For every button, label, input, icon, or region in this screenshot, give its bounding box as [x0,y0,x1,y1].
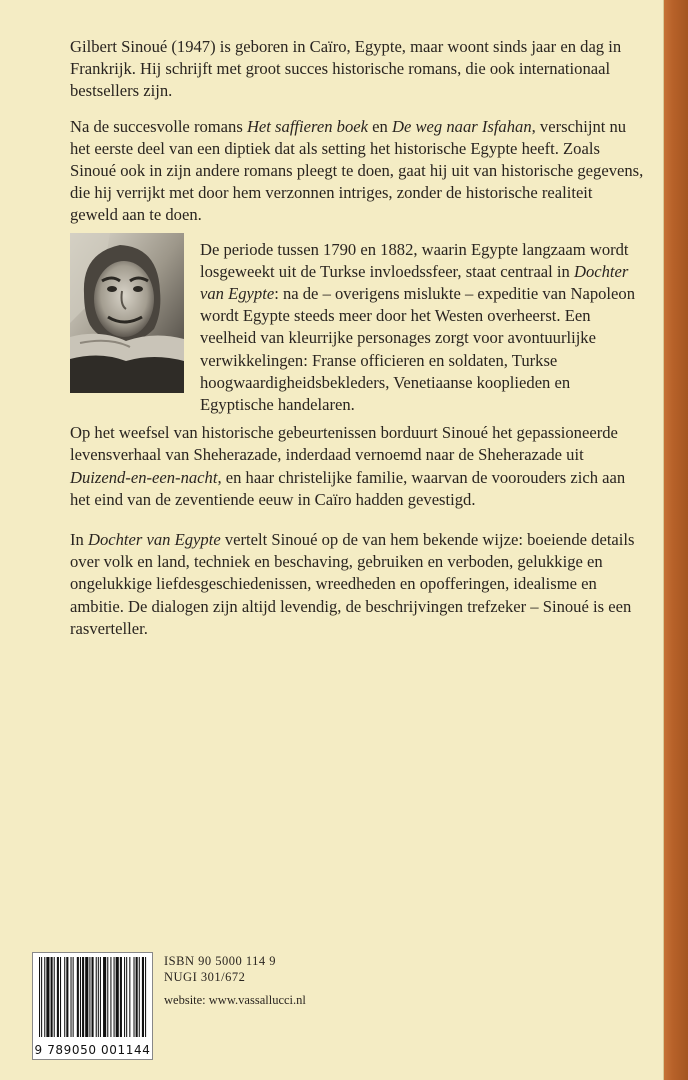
barcode-bar [124,957,125,1037]
barcode-bar [64,957,65,1037]
barcode-bar [139,957,140,1037]
website-line[interactable]: website: www.vassallucci.nl [164,993,306,1007]
author-photo [70,233,184,393]
barcode-bar [116,957,119,1037]
barcode-bar [71,957,72,1037]
barcode-bar [51,957,53,1037]
author-bio-paragraph: Gilbert Sinoué (1947) is geboren in Caïro, Egypte, maar woont sinds jaar en dag in Frankrijk. Hij schrijft met groot succes historische romans, die ook internationaal bestsellers zijn. [70,37,622,101]
barcode-bar [89,957,90,1037]
barcode-bars [33,953,152,1041]
isbn-line: ISBN 90 5000 114 9 [164,954,277,968]
barcode-bar [66,957,68,1037]
story-paragraph: Op het weefsel van historische gebeurtenissen borduurt Sinoué het gepassioneerde levensverhaal van Sheherazade, inderdaad vernoemd naar de Sheherazade uit Duizend-en-een-nacht, en haar christelijke familie, waarvan de voorouders zich aan het eind van de zeventiende eeuw in Caïro hadden gevestigd. [70,423,626,509]
barcode-bar [145,957,146,1037]
barcode-bar [136,957,138,1037]
spine-edge [662,0,688,1080]
barcode-bar [77,957,79,1037]
isbn-info [164,953,276,985]
barcode-bar [134,957,135,1037]
barcode-bar [110,957,111,1037]
barcode-bar [41,957,42,1037]
barcode-number: 9 789050 001144 [34,1043,151,1057]
title-duizend-en-een-nacht: Duizend-en-een-nacht [70,467,218,487]
blurb-text [70,36,644,640]
title-dochter-van-egypte: Dochter van Egypte [200,261,629,304]
barcode-bar [98,957,99,1037]
title-het-saffieren-boek: Het saffieren boek [246,116,368,136]
barcode-bar [142,957,144,1037]
barcode-bar [85,957,88,1037]
barcode-bar [39,957,40,1037]
barcode-bar [44,957,45,1037]
barcode-bar [126,957,127,1037]
barcode-bar [103,957,106,1037]
barcode-bar [92,957,94,1037]
barcode-bar [129,957,130,1037]
title-de-weg-naar-isfahan: De weg naar Isfahan [391,116,532,136]
barcode-bar [114,957,115,1037]
barcode-bar [96,957,97,1037]
barcode-bar [82,957,84,1037]
barcode-bar [46,957,49,1037]
barcode-bar [73,957,74,1037]
nugi-line: NUGI 301/672 [164,970,246,984]
barcode [32,952,153,1060]
closing-paragraph: In Dochter van Egypte vertelt Sinoué op de van hem bekende wijze: boeiende details over volk en land, techniek en beschaving, gebruiken en verboden, gelukkige en ongelukkige liefdesgeschiedenissen, wreedheden en opofferingen, idealisme en ambitie. De dialogen zijn altijd levendig, de beschrijvingen trefzeker – Sinoué is een rasverteller. [70,530,635,638]
barcode-bar [54,957,55,1037]
barcode-bar [120,957,122,1037]
barcode-bar [100,957,101,1037]
barcode-bar [57,957,59,1037]
barcode-bar [60,957,61,1037]
intro-paragraph: Na de succesvolle romans Het saffieren boek en De weg naar Isfahan, verschijnt nu het eerste deel van een diptiek dat als setting het historische Egypte heeft. Zoals Sinoué ook in zijn andere romans pleegt te doen, gaat hij uit van historische gegevens, die hij verrijkt met door hem verzonnen intriges, zonder de historische realiteit geweld aan te doen. [70,116,644,225]
barcode-bar [107,957,108,1037]
barcode-bar [80,957,81,1037]
title-dochter-van-egypte-2: Dochter van Egypte [87,530,221,550]
period-paragraph: De periode tussen 1790 en 1882, waarin Egypte langzaam wordt losgeweekt uit de Turkse invloedssfeer, staat centraal in Dochter van Egypte: na de – overigens mislukte – expeditie van Napoleon wordt Egypte steeds meer door het Westen overheerst. Een veelheid van kleurrijke personages zorgt voor avontuurlijke verwikkelingen: Franse officieren en soldaten, Turkse hoogwaardigheidsbekleders, Venetiaanse kooplieden en Egyptische handelaren. [200,239,636,415]
